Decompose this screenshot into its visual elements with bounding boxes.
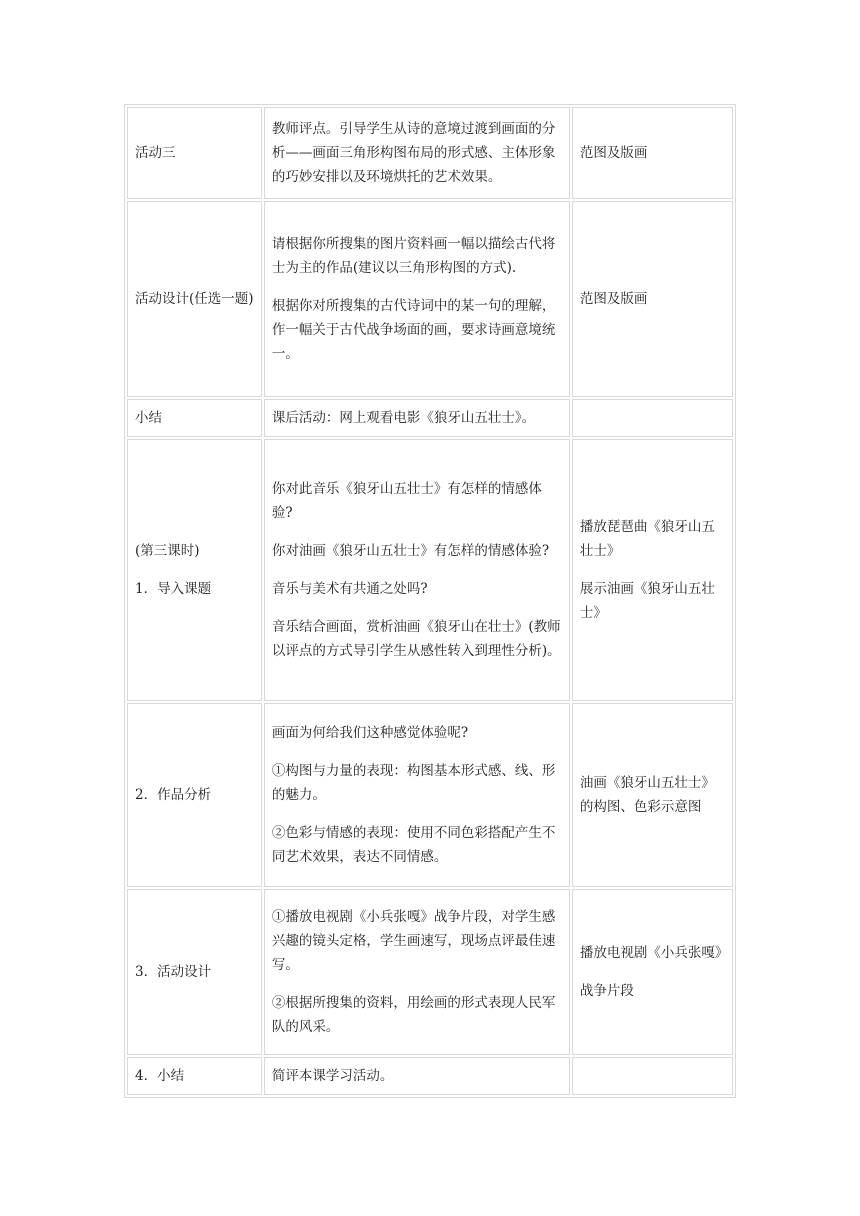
media-cell: 播放琵琶曲《狼牙山五壮士》 展示油画《狼牙山五壮士》 [572, 439, 733, 701]
stage-cell: 2．作品分析 [127, 703, 262, 887]
content-cell: 请根据你所搜集的图片资料画一幅以描绘古代将士为主的作品(建议以三角形构图的方式). 根据你对所搜集的古代诗词中的某一句的理解，作一幅关于古代战争场面的画，要求诗画意境统一。 [264, 201, 570, 397]
content-cell: 课后活动：网上观看电影《狼牙山五壮士》。 [264, 399, 570, 437]
content-cell: ①播放电视剧《小兵张嘎》战争片段，对学生感兴趣的镜头定格，学生画速写，现场点评最佳速写。 ②根据所搜集的资料，用绘画的形式表现人民军队的风采。 [264, 889, 570, 1055]
stage-cell: 小结 [127, 399, 262, 437]
content-cell: 你对此音乐《狼牙山五壮士》有怎样的情感体验? 你对油画《狼牙山五壮士》有怎样的情感体验? 音乐与美术有共通之处吗? 音乐结合画面，赏析油画《狼牙山在壮士》(教师以评点的方式导引学生从感性转入到理性分析)。 [264, 439, 570, 701]
media-cell [572, 1057, 733, 1095]
stage-cell: 3．活动设计 [127, 889, 262, 1055]
stage-cell: 活动设计(任选一题) [127, 201, 262, 397]
lesson-plan-table [124, 104, 736, 1098]
stage-cell: 活动三 [127, 107, 262, 199]
stage-cell: (第三课时) 1．导入课题 [127, 439, 262, 701]
content-cell: 教师评点。引导学生从诗的意境过渡到画面的分析——画面三角形构图布局的形式感、主体形象的巧妙安排以及环境烘托的艺术效果。 [264, 107, 570, 199]
media-cell: 范图及版画 [572, 201, 733, 397]
table-row [127, 201, 733, 397]
media-cell [572, 399, 733, 437]
table-row [127, 1057, 733, 1095]
table-row [127, 399, 733, 437]
table-row [127, 703, 733, 887]
table-row [127, 439, 733, 701]
stage-cell: 4．小结 [127, 1057, 262, 1095]
table-row [127, 889, 733, 1055]
content-cell: 简评本课学习活动。 [264, 1057, 570, 1095]
media-cell: 范图及版画 [572, 107, 733, 199]
media-cell: 播放电视剧《小兵张嘎》 战争片段 [572, 889, 733, 1055]
table-row [127, 107, 733, 199]
content-cell: 画面为何给我们这种感觉体验呢? ①构图与力量的表现：构图基本形式感、线、形的魅力。 ②色彩与情感的表现：使用不同色彩搭配产生不同艺术效果，表达不同情感。 [264, 703, 570, 887]
media-cell: 油画《狼牙山五壮士》的构图、色彩示意图 [572, 703, 733, 887]
